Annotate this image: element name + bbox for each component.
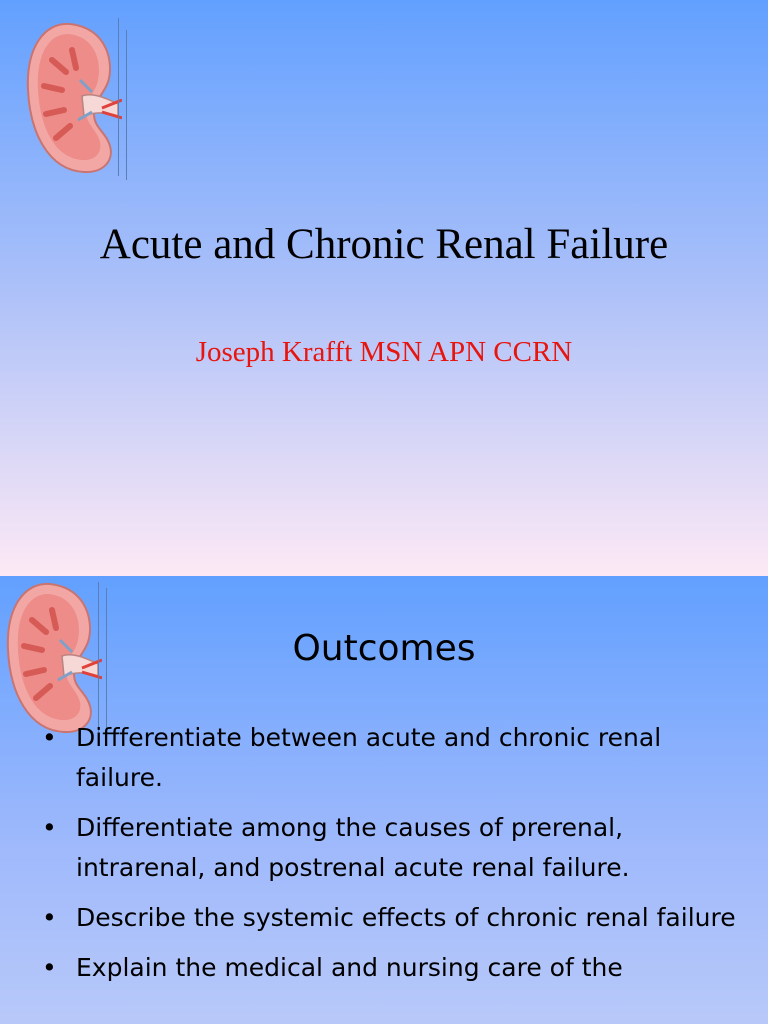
bullet-text: Diffferentiate between acute and chronic renal failure.	[76, 723, 662, 792]
bullet-text: Explain the medical and nursing care of the	[76, 953, 623, 982]
kidney-icon	[22, 20, 122, 180]
bullet-glyph: •	[42, 903, 57, 932]
bullet-text: Describe the systemic effects of chronic renal failure	[76, 903, 736, 932]
bullet-glyph: •	[42, 813, 57, 842]
list-item	[40, 898, 740, 938]
list-item	[40, 948, 740, 988]
list-item	[40, 808, 740, 888]
divider-line	[126, 30, 127, 180]
outcomes-list	[40, 718, 740, 998]
slide-title: Acute and Chronic Renal Failure	[99, 221, 669, 268]
bullet-text: Differentiate among the causes of prerenal, intrarenal, and postrenal acute renal failure.	[76, 813, 630, 882]
bullet-glyph: •	[42, 723, 57, 752]
list-item	[40, 718, 740, 798]
bullet-glyph: •	[42, 953, 57, 982]
outcomes-title: Outcomes	[292, 628, 476, 669]
author-line: Joseph Krafft MSN APN CCRN	[195, 336, 573, 368]
divider-line	[118, 18, 119, 176]
